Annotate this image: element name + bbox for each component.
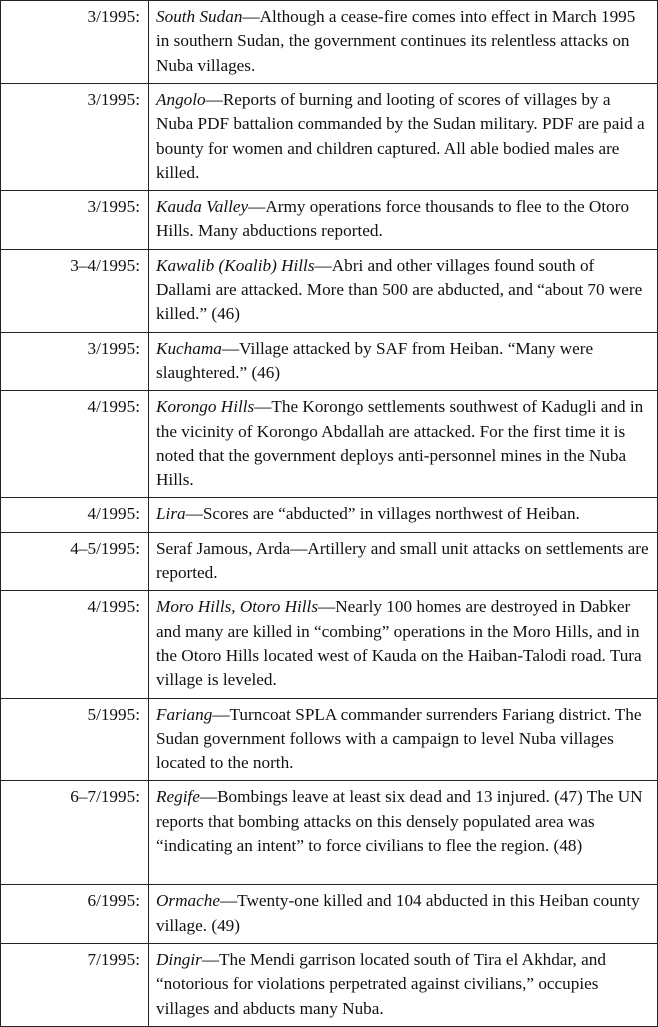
entry-description <box>149 885 658 944</box>
entry-text: —Turncoat SPLA commander surrenders Fariang district. The Sudan government follows with a campaign to level Nuba villages located to the north. <box>156 704 642 773</box>
entry-date: 3/1995: <box>1 1 149 84</box>
table-row <box>1 885 658 944</box>
entry-text: —Bombings leave at least six dead and 13 injured. (47) The UN reports that bombing attacks on this densely populated area was “indicating an intent” to force civilians to flee the region. (48) <box>156 787 643 856</box>
entry-description <box>149 591 658 698</box>
table-row <box>1 84 658 191</box>
entry-place: Dingir <box>156 950 202 970</box>
entry-description <box>149 84 658 191</box>
entry-place: Ormache <box>156 891 220 911</box>
table-row <box>1 781 658 885</box>
entry-description <box>149 944 658 1027</box>
entry-text: —Although a cease-fire comes into effect in March 1995 in southern Sudan, the government continues its relentless attacks on Nuba villages. <box>156 7 636 75</box>
table-row <box>1 332 658 391</box>
entry-date: 6/1995: <box>1 885 149 944</box>
entry-text: —Village attacked by SAF from Heiban. “Many were slaughtered.” (46) <box>156 338 594 382</box>
entry-text: —Army operations force thousands to flee to the Otoro Hills. Many abductions reported. <box>156 197 630 241</box>
entry-text: —Twenty-one killed and 104 abducted in this Heiban county village. (49) <box>156 891 640 935</box>
table-row <box>1 498 658 532</box>
entry-date: 3/1995: <box>1 332 149 391</box>
entry-place: Kawalib (Koalib) Hills <box>156 255 315 275</box>
entry-description <box>149 391 658 498</box>
entry-description <box>149 781 658 885</box>
entry-date: 3/1995: <box>1 84 149 191</box>
entry-description <box>149 698 658 781</box>
entry-description <box>149 1 658 84</box>
entry-date: 6–7/1995: <box>1 781 149 885</box>
entry-text: —Nearly 100 homes are destroyed in Dabker and many are killed in “combing” operations in the Moro Hills, and in the Otoro Hills located west of Kauda on the Haiban-Talodi road. Tura village is leveled. <box>156 597 642 690</box>
table-row <box>1 944 658 1027</box>
entry-place: Regife <box>156 787 200 807</box>
entry-place: Korongo Hills <box>156 397 255 417</box>
entry-place: Lira <box>156 504 186 524</box>
entry-place: Moro Hills, Otoro Hills <box>156 597 319 617</box>
entry-date: 4/1995: <box>1 391 149 498</box>
entry-date: 7/1995: <box>1 944 149 1027</box>
entry-place: Kauda Valley <box>156 197 249 217</box>
entry-place: Angolo <box>156 90 206 109</box>
entry-text: —Abri and other villages found south of Dallami are attacked. More than 500 are abducted, and “about 70 were killed.” (46) <box>156 255 643 324</box>
entry-place: Kuchama <box>156 338 222 358</box>
entry-date: 4–5/1995: <box>1 532 149 591</box>
entry-text: —The Korongo settlements southwest of Kadugli and in the vicinity of Korongo Abdallah are attacked. For the first time it is noted that the government deploys anti-personnel mines in the Nuba Hills. <box>156 397 644 490</box>
entry-description <box>149 332 658 391</box>
entry-text: —The Mendi garrison located south of Tira el Akhdar, and “notorious for violations perpetrated against civilians,” occupies villages and abducts many Nuba. <box>156 950 606 1018</box>
table-row <box>1 249 658 332</box>
table-row <box>1 391 658 498</box>
entry-description <box>149 498 658 532</box>
entry-date: 3/1995: <box>1 191 149 250</box>
entry-date: 4/1995: <box>1 498 149 532</box>
table-row <box>1 591 658 698</box>
entry-description <box>149 191 658 250</box>
table-row <box>1 191 658 250</box>
entry-description <box>149 532 658 591</box>
entry-date: 5/1995: <box>1 698 149 781</box>
table-row <box>1 1 658 84</box>
entry-place: Fariang <box>156 704 213 724</box>
entry-date: 4/1995: <box>1 591 149 698</box>
entry-text: Seraf Jamous, Arda—Artillery and small unit attacks on settlements are reported. <box>156 538 649 583</box>
entry-place: South Sudan <box>156 7 243 26</box>
entry-description <box>149 249 658 332</box>
entry-text: —Scores are “abducted” in villages northwest of Heiban. <box>185 504 580 524</box>
table-row <box>1 698 658 781</box>
entry-date: 3–4/1995: <box>1 249 149 332</box>
entry-text: —Reports of burning and looting of scores of villages by a Nuba PDF battalion commanded by the Sudan military. PDF are paid a bounty for women and children captured. All able bodied males are killed. <box>156 90 645 182</box>
table-row <box>1 532 658 591</box>
